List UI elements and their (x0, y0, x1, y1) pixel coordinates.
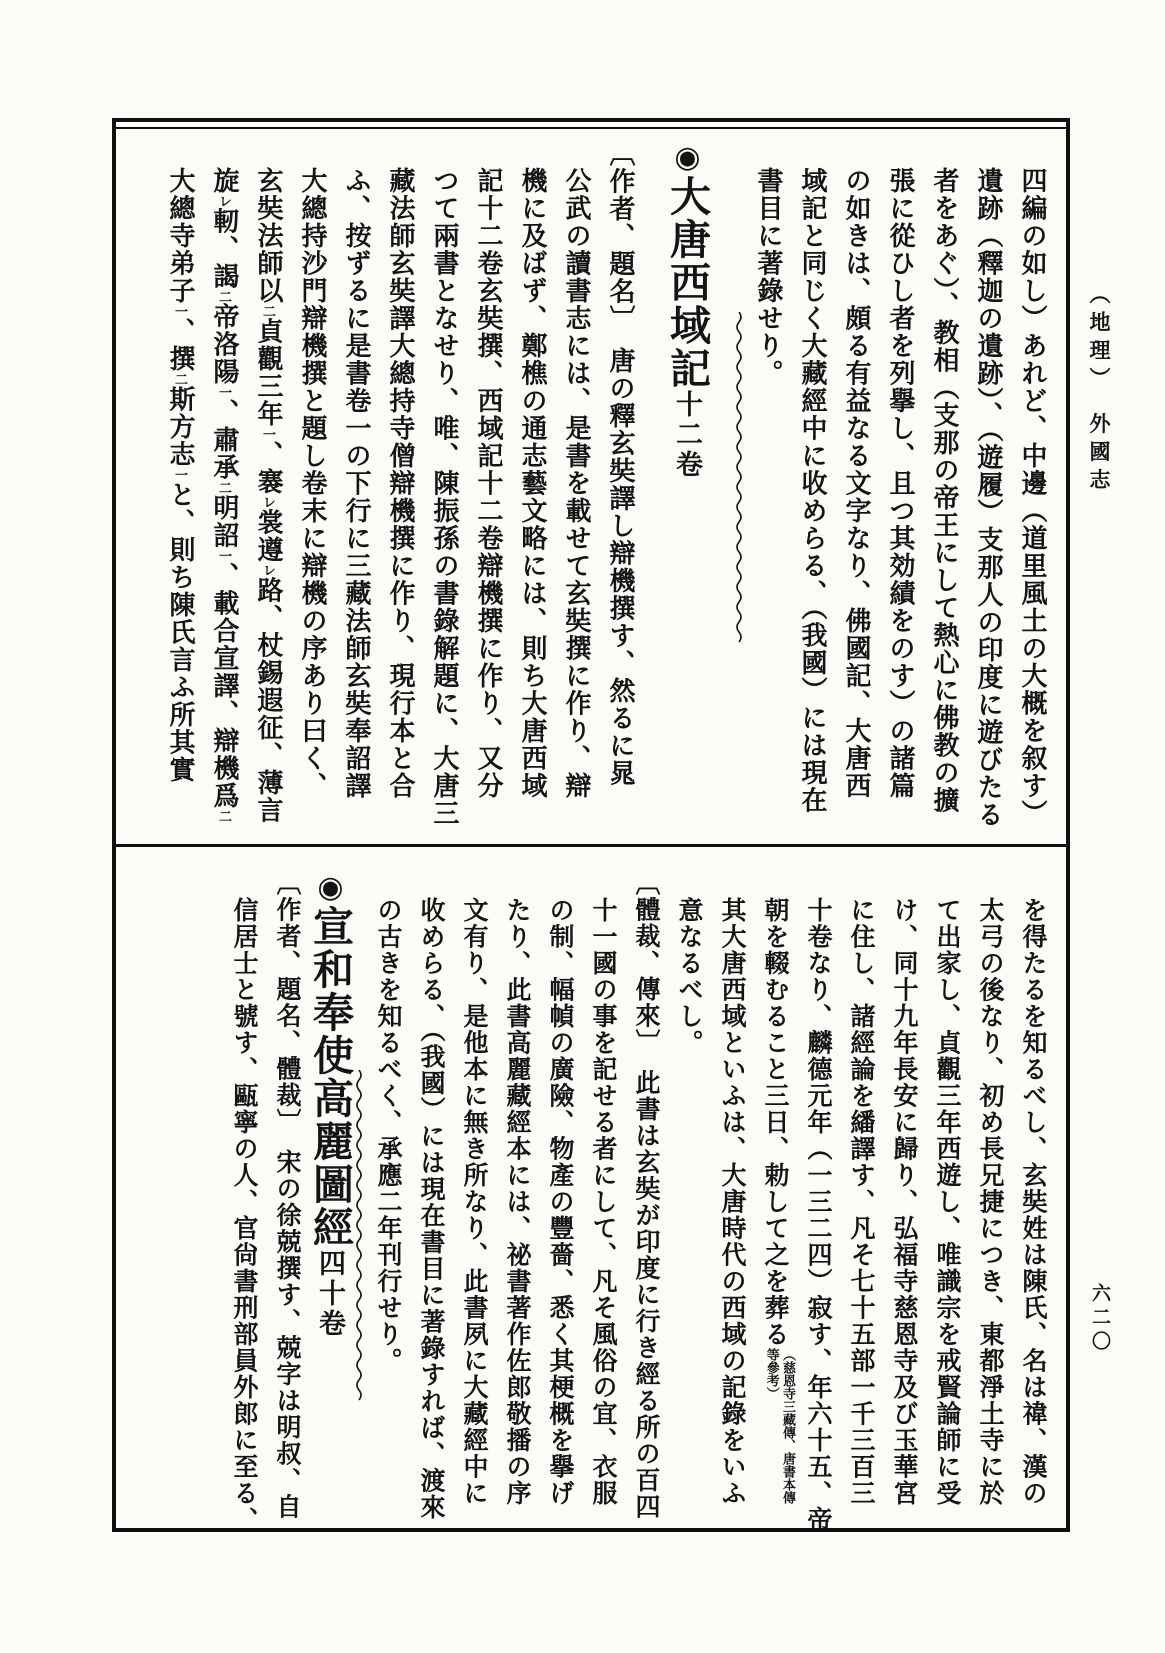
text-column: の制、幅幀の廣險、物產の豐嗇、悉く其梗概を擧げ (546, 897, 573, 1507)
text-column: の古きを知るべく、承應二年刊行せり。 (374, 897, 401, 1374)
entry-volume-count: 四十卷 (315, 1249, 345, 1339)
bottom-half-text-block (126, 870, 1054, 1533)
text-column: 遺跡（釋迦の遺跡）、（遊履）支那人の印度に遊びたる (974, 167, 1003, 829)
entry-title: 大唐西域記 (664, 175, 710, 390)
text-column: たり、此書高麗藏經本には、祕書著作佐郎敬播の序 (503, 897, 530, 1507)
text-column: け、同十九年長安に歸り、弘福寺慈恩寺及び玉華宮 (890, 897, 917, 1507)
text-column: 十卷なり、麟德元年（一三二四）寂す、年六十五、帝 (804, 897, 831, 1533)
text-column: 十一國の事を記せる者にして、凡そ風俗の宜、衣服 (589, 897, 616, 1507)
text-column: 〔體裁、傳來〕 此書は玄奘が印度に行き經る所の百四 (632, 870, 659, 1520)
text-column: 文有り、是他本に無き所なり、此書夙に大藏經中に (460, 897, 487, 1507)
text-column: て出家し、貞觀三年西遊し、唯識宗を戒賢論師に受 (933, 897, 960, 1507)
text-column: 太弓の後なり、初め長兄捷につき、東都淨土寺に於 (976, 897, 1003, 1507)
text-column: 其大唐西域といふは、大唐時代の西域の記錄をいふ (718, 897, 745, 1507)
inline-reference-note: （慈恩寺三藏傳、唐書本傳等參考） (764, 1347, 796, 1504)
entry-bullet-icon: ◉ (671, 140, 704, 175)
top-half-text-block (126, 140, 1054, 829)
text-column: 記十二卷玄奘撰、西域記十二卷辯機撰に作り、又分 (474, 167, 503, 800)
entry-title: 宣和奉使高麗圖經 (307, 905, 353, 1249)
text-column: 四編の如し）あれど、中邊（道里風土の大概を叙す） (1018, 167, 1047, 827)
text-column: 意なるべし。 (675, 897, 702, 1056)
section-divider-squiggle (732, 140, 746, 816)
text-column: 〔作者、題名、體裁〕 宋の徐兢撰す、兢字は明叔、自 (273, 870, 300, 1520)
entry-heading-daito-saiikiki (642, 140, 732, 816)
text-column: を得たるを知るべし、玄奘姓は陳氏、名は禕、漢の (1019, 897, 1046, 1507)
entry-volume-count: 十二卷 (672, 390, 702, 480)
page-border-frame (112, 118, 1070, 1532)
text-column: に住し、諸經論を繙譯す、凡そ七十五部一千三百三 (847, 897, 874, 1507)
half-divider-rule (116, 844, 1066, 847)
text-column: 書目に著錄せり。 (754, 167, 783, 387)
text-column: 公武の讀書志には、是書を載せて玄奘撰に作り、辯 (562, 167, 591, 800)
text-column-with-note (753, 870, 796, 1522)
text-column-kanbun: 旋レ軔、謁二帝洛陽一、肅承二明詔一、載合宣譯、辯機爲二 (210, 167, 239, 823)
text-column: 信居士と號す、甌寧の人、官尙書刑部員外郎に至る、 (230, 897, 257, 1533)
section-divider-squiggle (352, 870, 366, 1522)
text-column: 藏法師玄奘譯大總持寺僧辯機撰に作り、現行本と合 (386, 167, 415, 800)
text-column: つて兩書となせり、唯、陳振孫の書錄解題に、大唐三 (430, 167, 459, 827)
entry-heading-senna-hoshi-korai-zukyo (308, 870, 352, 1522)
page-number: 六二〇 (1089, 1283, 1110, 1355)
text-column-kanbun: 玄奘法師以二貞觀三年一、褰レ裳遵レ路、杖錫遐征、薄言 (254, 167, 283, 824)
inner-top-rule (116, 127, 1066, 129)
text-column: 域記と同じく大藏經中に收めらる、（我國）には現在 (798, 167, 827, 814)
text-column: ふ、按ずるに是書卷一の下行に三藏法師玄奘奉詔譯 (342, 167, 371, 800)
entry-bullet-icon: ◉ (314, 870, 347, 905)
text-column: 收めらる、（我國）には現在書目に著錄すれば、渡來 (417, 897, 444, 1521)
text-column: 大總持沙門辯機撰と題し卷末に辯機の序あり曰く、 (298, 167, 327, 800)
text-column: 張に從ひし者を列擧し、且つ其効績をのす）の諸篇 (886, 167, 915, 800)
text-column: の如きは、頗る有益なる文字なり、佛國記、大唐西 (842, 167, 871, 800)
margin-header-section-label: （地理） 外國志 (1087, 283, 1111, 497)
text-column: 機に及ばず、鄭樵の通志藝文略には、則ち大唐西域 (518, 167, 547, 800)
text-column: 〔作者、題名〕 唐の釋玄奘譯し辯機撰す、然るに晁 (606, 140, 635, 787)
text-column: 者をあぐ）、教相（支那の帝王にして熱心に佛教の擴 (930, 167, 959, 814)
text-run: 朝を輟むること三日、勅して之を葬る (761, 897, 788, 1348)
text-column-kanbun: 大總寺弟子一、撰二斯方志一と、則ち陳氏言ふ所其實 (166, 167, 195, 784)
